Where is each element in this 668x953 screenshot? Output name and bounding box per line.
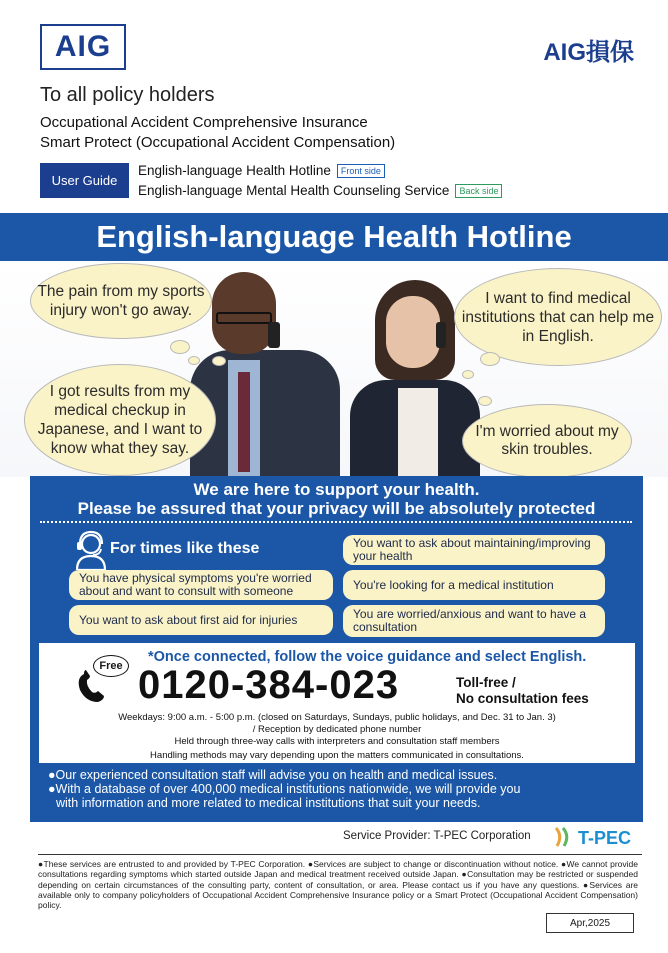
- bubble-tail-dot: [188, 356, 200, 365]
- thought-bubble: I'm worried about my skin troubles.: [462, 404, 632, 478]
- bubble-tail-dot: [478, 396, 492, 406]
- hours-line: Held through three-way calls with interpreters and consultation staff members: [174, 736, 500, 747]
- bubble-tail-dot: [462, 370, 474, 379]
- thought-bubble: The pain from my sports injury won't go away.: [30, 263, 212, 339]
- issue-date: Apr,2025: [546, 913, 634, 933]
- thought-bubble: I got results from my medical checkup in Japanese, and I want to know what they say.: [24, 364, 216, 476]
- glasses-icon: [216, 312, 272, 324]
- situation-item: You have physical symptoms you're worried about and want to consult with someone: [69, 570, 333, 600]
- hours-line: / Reception by dedicated phone number: [252, 724, 422, 735]
- voice-guidance-note: *Once connected, follow the voice guidance and select English.: [148, 649, 587, 665]
- phone-in-hand: [268, 322, 280, 348]
- free-call-badge: Free: [93, 655, 129, 677]
- intro-text: To all policy holders: [40, 84, 215, 106]
- situation-item: You want to ask about maintaining/improving your health: [343, 535, 605, 565]
- tollfree-line-1: Toll-free /: [456, 675, 516, 690]
- product-line-2: Smart Protect (Occupational Accident Compensation): [40, 134, 396, 151]
- bubble-tail-dot: [170, 340, 190, 354]
- footnotes: ●These services are entrusted to and provided by T-PEC Corporation. ●Services are subject to change or discontinuation without notice. ●We cannot provide consultations regarding symptoms which started outside Japan and medical treatment received outside Japan. ●Consultation may be restricted or suspended depending on certain circumstances of the consulting party, content of consultation, or area. Please contact us if you have any questions. ●Services are available only to company policyholders of Occupational Accident Comprehensive Insurance policy or a Smart Protect (Occupational Accident Compensation) policy.: [38, 859, 638, 911]
- thought-bubble: I want to find medical institutions that can help me in English.: [454, 268, 662, 366]
- tpec-logo: T-PEC: [578, 828, 632, 848]
- blue-divider: [52, 765, 626, 767]
- bubble-tail-dot: [212, 356, 226, 366]
- hotline-banner: English-language Health Hotline: [0, 213, 668, 261]
- service-line-2: [138, 183, 502, 198]
- situation-item: You are worried/anxious and want to have a consultation: [343, 605, 605, 637]
- woman-face: [386, 296, 440, 368]
- footer-rule: [38, 854, 642, 855]
- service-1-label: English-language Health Hotline: [138, 163, 331, 178]
- support-heading-2: Please be assured that your privacy will be absolutely protected: [77, 499, 596, 518]
- benefit-bullet: ●Our experienced consultation staff will advise you on health and medical issues.: [48, 768, 498, 782]
- hours-line: Weekdays: 9:00 a.m. - 5:00 p.m. (closed on Saturdays, Sundays, public holidays, and Dec. 31 to Jan. 3): [118, 712, 556, 723]
- dotted-divider: [40, 521, 632, 523]
- aig-logo-text: AIG: [54, 30, 112, 63]
- headset-operator-icon: [74, 530, 108, 570]
- phone-number[interactable]: 0120-384-023: [138, 663, 400, 707]
- situation-item: You're looking for a medical institution: [343, 570, 605, 600]
- man-tie: [238, 372, 250, 472]
- product-line-1: Occupational Accident Comprehensive Insurance: [40, 114, 368, 131]
- front-side-tag: Front side: [337, 164, 385, 178]
- service-provider-label: Service Provider: T-PEC Corporation: [343, 830, 531, 842]
- benefit-bullet: ●With a database of over 400,000 medical institutions nationwide, we will provide you: [48, 782, 521, 796]
- hours-line: Handling methods may vary depending upon the matters communicated in consultations.: [150, 750, 524, 761]
- service-line-1: [138, 163, 385, 178]
- situation-item: You want to ask about first aid for injuries: [69, 605, 333, 635]
- telephone-icon: [74, 664, 110, 706]
- tollfree-label: [456, 675, 589, 707]
- aig-logo: [40, 24, 126, 70]
- times-like-these-heading: For times like these: [110, 540, 260, 557]
- back-side-tag: Back side: [455, 184, 502, 198]
- service-2-label: English-language Mental Health Counseling Service: [138, 183, 450, 198]
- user-guide-badge: User Guide: [40, 163, 129, 198]
- benefit-bullet: with information and more related to medical institutions that suit your needs.: [56, 796, 481, 810]
- woman-blouse: [398, 388, 438, 478]
- aig-sonpo-logo: AIG損保: [543, 39, 634, 66]
- tollfree-line-2: No consultation fees: [456, 691, 589, 706]
- tpec-ribbon-icon: [553, 826, 573, 848]
- phone-in-hand: [436, 322, 446, 348]
- bubble-tail-dot: [480, 352, 500, 366]
- support-heading-1: We are here to support your health.: [193, 480, 480, 499]
